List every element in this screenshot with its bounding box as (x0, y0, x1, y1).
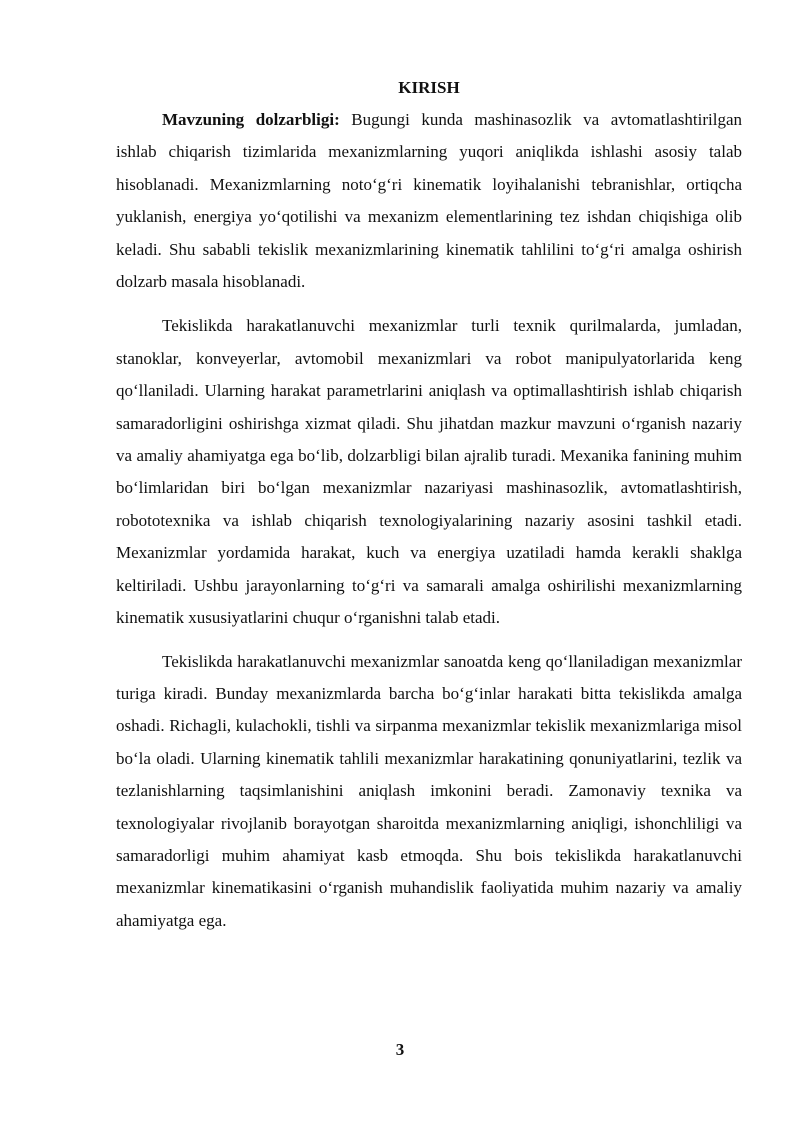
document-page (116, 72, 742, 937)
paragraph-text: Bugungi kunda mashinasozlik va avtomatlashtirilgan ishlab chiqarish tizimlarida mexanizmlarning yuqori aniqlikda ishlashi asosiy talab hisoblanadi. Mexanizmlarning noto‘g‘ri kinematik loyihalanishi tebranishlar, ortiqcha yuklanish, energiya yo‘qotilishi va mexanizm elementlarining tez ishdan chiqishiga olib keladi. Shu sababli tekislik mexanizmlarining kinematik tahlilini to‘g‘ri amalga oshirish dolzarb masala hisoblanadi. (116, 110, 742, 292)
page-number: 3 (395, 1040, 405, 1059)
paragraph-body: Tekislikda harakatlanuvchi mexanizmlar sanoatda keng qo‘llaniladigan mexanizmlar turiga kiradi. Bunday mexanizmlarda barcha bo‘g‘inlar harakati bitta tekislikda amalga oshadi. Richagli, kulachokli, tishli va sirpanma mexanizmlar tekislik mexanizmlariga misol bo‘la oladi. Ularning kinematik tahlili mexanizmlar harakatining qonuniyatlarini, tezlik va tezlanishlarning taqsimlanishini aniqlash imkonini beradi. Zamonaviy texnika va texnologiyalar rivojlanib borayotgan sharoitda mexanizmlarning aniqligi, ishonchliligi va samaradorligi muhim ahamiyat kasb etmoqda. Shu bois tekislikda harakatlanuvchi mexanizmlar kinematikasini o‘rganish muhandislik faoliyatida muhim nazariy va amaliy ahamiyatga ega. (116, 651, 742, 930)
paragraph-body: Tekislikda harakatlanuvchi mexanizmlar turli texnik qurilmalarda, jumladan, stanoklar, konveyerlar, avtomobil mexanizmlari va robot manipulyatorlarida keng qo‘llaniladi. Ularning harakat parametrlarini aniqlash va optimallashtirish ishlab chiqarish samaradorligini oshirishga xizmat qiladi. Shu jihatdan mazkur mavzuni o‘rganish nazariy va amaliy ahamiyatga ega bo‘lib, dolzarbligi bilan ajralib turadi. Mexanika fanining muhim bo‘limlaridan biri bo‘lgan mexanizmlar nazariyasi mashinasozlik, avtomatlashtirish, robototexnika va ishlab chiqarish texnologiyalarining nazariy asosini tashkil etadi. Mexanizmlar yordamida harakat, kuch va energiya uzatiladi hamda kerakli shaklga keltiriladi. Ushbu jarayonlarning to‘g‘ri va samarali amalga oshirilishi mexanizmlarning kinematik xususiyatlarini chuqur o‘rganishni talab etadi. (116, 316, 742, 628)
paragraph-lead: Mavzuning dolzarbligi: (162, 110, 340, 129)
paragraph-relevance (116, 104, 742, 298)
page-title: KIRISH (398, 78, 460, 97)
paragraph-spacer (116, 635, 742, 646)
paragraph-spacer (116, 298, 742, 310)
